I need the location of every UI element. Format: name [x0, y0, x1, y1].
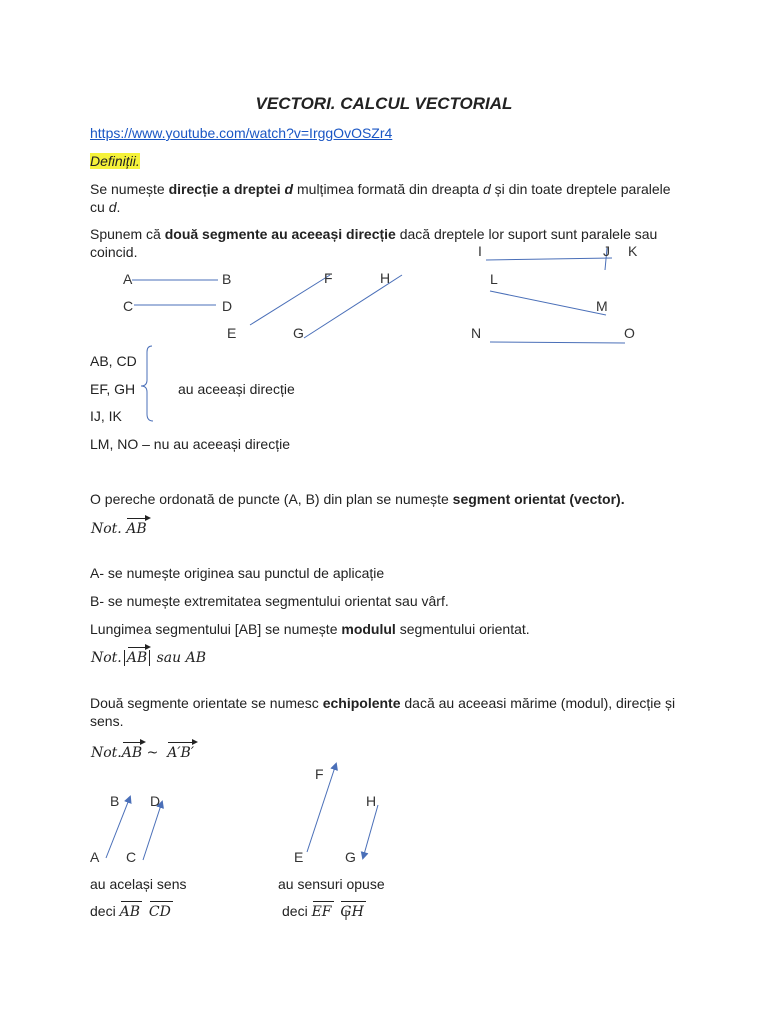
notation-vector: Not. AB: [91, 521, 147, 537]
vector-EF-bar: EF: [311, 904, 332, 920]
segment-NO: [490, 342, 625, 343]
vector-AB-equip: AB: [121, 745, 143, 761]
point-B: B: [222, 271, 232, 287]
point-E: E: [227, 325, 237, 341]
origin-definition: A- se numește originea sau punctul de aplicație: [90, 565, 385, 581]
vector-AB-notation: AB: [126, 521, 147, 537]
point-G: G: [293, 325, 304, 341]
brace-top: [141, 346, 152, 386]
not-same-direction: LM, NO – nu au aceeași direcție: [90, 436, 290, 452]
point2-C: C: [126, 849, 137, 865]
paragraph-equipollent: Două segmente orientate se numesc echipolente dacă au aceeasi mărime (modul), direcție și sens.: [90, 695, 676, 729]
vector-AprimeBprime: A′B′: [167, 745, 195, 761]
vector-CD-bar: CD: [148, 904, 171, 920]
point-H: H: [380, 270, 391, 286]
point-C: C: [123, 298, 134, 314]
brace-bottom: [141, 386, 153, 421]
same-direction-label: au aceeași direcție: [178, 381, 295, 397]
vector-GH: [363, 805, 378, 858]
point-O: O: [624, 325, 635, 341]
point-J: J: [603, 243, 610, 259]
segment-LM: [490, 291, 606, 315]
point-M: M: [596, 298, 608, 314]
point-N: N: [471, 325, 482, 341]
point-L: L: [490, 271, 498, 287]
segment-EF: [250, 275, 330, 325]
point2-B: B: [110, 793, 120, 809]
paragraph-direction-definition: Se numește direcție a dreptei d mulțimea formată din dreapta d și din toate dreptele paralele cu d.: [90, 181, 671, 215]
same-sense-label: au același sens: [90, 876, 187, 892]
pair-EF-GH: EF, GH: [90, 381, 136, 397]
point-A: A: [123, 271, 133, 287]
extremity-definition: B- se numește extremitatea segmentului orientat sau vârf.: [90, 593, 449, 609]
pair-IJ-IK: IJ, IK: [90, 408, 122, 424]
point-D: D: [222, 298, 233, 314]
point2-G: G: [345, 849, 356, 865]
modulus-definition: Lungimea segmentului [AB] se numește modulul segmentului orientat.: [90, 621, 530, 637]
conclusion-same-sense: deci AB CD: [90, 903, 171, 920]
point2-E: E: [294, 849, 304, 865]
point-K: K: [628, 243, 638, 259]
youtube-link[interactable]: https://www.youtube.com/watch?v=IrggOvOSZr4: [90, 125, 393, 141]
point-F: F: [324, 270, 333, 286]
point2-H: H: [366, 793, 377, 809]
vector-GH-bar: GH: [340, 904, 364, 920]
point-I: I: [478, 243, 482, 259]
pair-AB-CD: AB, CD: [90, 353, 137, 369]
paragraph-same-direction: Spunem că două segmente au aceeași direcție dacă dreptele lor suport sunt paralele sau coincid.: [90, 226, 658, 260]
vector-AB-modulus: AB: [126, 650, 148, 666]
vector-CD: [143, 802, 162, 860]
segment-IJ: [486, 258, 612, 260]
opposite-sense-label: au sensuri opuse: [278, 876, 385, 892]
point2-F: F: [315, 766, 324, 782]
point2-A: A: [90, 849, 100, 865]
definitions-highlight: Definiții.: [90, 153, 140, 169]
point2-D: D: [150, 793, 161, 809]
conclusion-opposite-sense: deci EF GH: [282, 903, 364, 920]
vector-AB-bar: AB: [119, 904, 140, 920]
notation-equipollent: Not.AB ~ A′B′: [91, 745, 195, 761]
notation-modulus: Not. AB sau AB: [91, 650, 207, 666]
paragraph-oriented-segment: O pereche ordonată de puncte (A, B) din plan se numește segment orientat (vector).: [90, 491, 625, 507]
page-title: VECTORI. CALCUL VECTORIAL: [255, 94, 513, 113]
